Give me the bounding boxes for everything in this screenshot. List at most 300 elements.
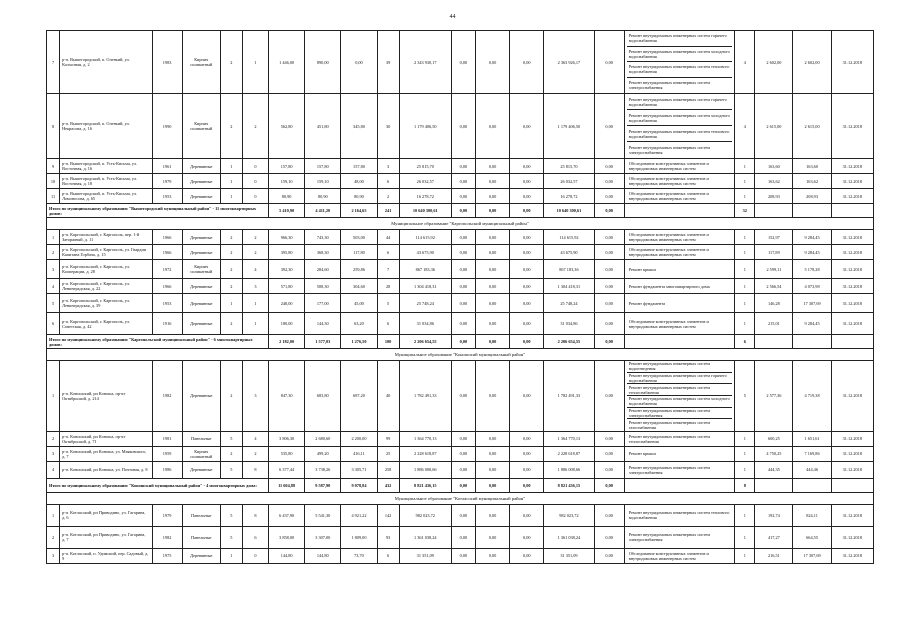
work-item: Обследование конструктивных элементов и внутридомовых инженерных систем [628,191,709,201]
repair-cost-cell: 26 032,57 [399,174,451,189]
max-unit-cost-cell: 444,46 [793,461,831,478]
year-cell: 1986 [152,461,182,478]
section-title: Муниципальное образование "Каргопольский муниципальный район" [47,218,874,230]
residents-cell: 5 [377,294,399,313]
owned-area-cell: 48,00 [341,174,377,189]
repair-cost-cell: 867 183,36 [399,260,451,279]
fund-cell: 0,00 [451,294,475,313]
work-item: Ремонт крыши [628,451,656,457]
row-number-cell: 10 [47,174,60,189]
max-unit-cost-cell: 208,93 [793,189,831,204]
wall-material-cell: Деревянные [182,230,220,245]
address-cell: р-п. Коношский, рп Коноша, ул. Маяковского, д. 7 [60,446,152,461]
work-item: Ремонт внутридомовых инженерных систем электроснабжения [628,532,710,543]
local-budget-cell: 0,00 [510,94,544,159]
floors-cell: 1 [220,294,242,313]
residents-cell: 44 [377,230,399,245]
total-p-cell: 100 [377,335,399,349]
repair-cost-cell: 31 034,86 [399,313,451,335]
entrances-cell: 2 [242,94,268,159]
owned-area-cell: 687,20 [341,361,377,432]
table-row [47,294,874,313]
regional-budget-cell: 0,00 [476,279,510,294]
total-f5-cell: 0,00 [594,335,624,349]
address-cell: р-п. Коношский, рп Коноша, пр-кт Октябрьский, д. 71 [60,431,152,446]
max-unit-cost-cell: 163,60 [793,159,831,174]
max-unit-cost-cell: 4 073,98 [793,279,831,294]
residents-cell: 6 [377,548,399,563]
unit-cost-cell: 163,62 [755,174,793,189]
work-item: Ремонт внутридомовых инженерных систем теплового водоснабжения [628,510,730,521]
owned-area-cell: 1 809,00 [341,526,377,548]
local-budget-cell: 0,00 [510,294,544,313]
total-f3-cell: 0,00 [510,478,544,492]
work-item: Ремонт внутридомовых инженерных систем электроснабжения [628,80,710,91]
completion-date-cell: 31.12.2018 [831,31,873,94]
fund-cell: 0,00 [451,431,475,446]
living-area-cell: 3 738,26 [305,461,341,478]
other-funds-cell: 0,00 [594,94,624,159]
row-number-cell: 1 [47,361,60,432]
owners-funds-cell: 982 023,72 [544,504,594,526]
max-unit-cost-cell: 163,62 [793,174,831,189]
completion-date-cell: 31.12.2018 [831,279,873,294]
max-unit-cost-cell: 5 178,28 [793,260,831,279]
other-funds-cell: 0,00 [594,245,624,260]
total-row [47,204,874,218]
works-cell [624,548,735,563]
completion-date-cell: 31.12.2018 [831,461,873,478]
fund-cell: 0,00 [451,313,475,335]
other-funds-cell: 0,00 [594,260,624,279]
year-cell: 1979 [152,174,182,189]
work-item: Обследование конструктивных элементов и внутридомовых инженерных систем [628,247,709,257]
entrances-cell: 0 [242,159,268,174]
owners-funds-cell: 25 748,24 [544,294,594,313]
works-cell [624,361,735,432]
floors-cell: 5 [220,526,242,548]
total-a-cell: 11 604,88 [269,478,305,492]
works-cell [624,431,735,446]
regional-budget-cell: 0,00 [476,461,510,478]
living-area-cell: 508,30 [305,279,341,294]
units-cell: 1 [735,294,755,313]
other-funds-cell: 0,00 [594,361,624,432]
entrances-cell: 2 [242,230,268,245]
completion-date-cell: 31.12.2018 [831,94,873,159]
repair-cost-cell: 1 361 038,24 [399,526,451,548]
max-unit-cost-cell: 17 307,69 [793,548,831,563]
year-cell: 1966 [152,230,182,245]
regional-budget-cell: 0,00 [476,548,510,563]
table-row [47,260,874,279]
units-cell: 1 [735,548,755,563]
local-budget-cell: 0,00 [510,260,544,279]
local-budget-cell: 0,00 [510,189,544,204]
wall-material-cell: Деревянные [182,461,220,478]
address-cell: р-п. Коношский, рп Коноша, ул. Почтовая, д. 8 [60,461,152,478]
entrances-cell: 0 [242,548,268,563]
other-funds-cell: 0,00 [594,461,624,478]
address-cell: р-п. Вышегородский, п. Оленьий, ул. Некрасова, д. 16 [60,94,152,159]
work-item: Ремонт внутридомовых инженерных систем теплового водоснабжения [627,62,733,78]
entrances-cell: 3 [242,361,268,432]
total-label: Итого по муниципальному образованию "Вышегородский муниципальный район" - 11 многоквартирных домов: [47,204,269,218]
units-cell: 5 [735,361,755,432]
units-cell: 1 [735,159,755,174]
owned-area-cell: 45,00 [341,294,377,313]
owned-area-cell: 63,20 [341,313,377,335]
work-item: Ремонт внутридомовых инженерных систем горячего водоснабжения [627,373,733,385]
work-item: Ремонт внутридомовых инженерных систем горячего водоснабжения [627,31,733,47]
works-cell [624,260,735,279]
other-funds-cell: 0,00 [594,294,624,313]
work-item: Обследование конструктивных элементов и внутридомовых инженерных систем [628,176,709,186]
living-area-cell: 3 307,00 [305,526,341,548]
units-cell: 1 [735,504,755,526]
total-area-cell: 562,80 [269,94,305,159]
floors-cell: 1 [220,174,242,189]
local-budget-cell: 0,00 [510,526,544,548]
owners-funds-cell: 2 228 618,87 [544,446,594,461]
regional-budget-cell: 0,00 [476,230,510,245]
entrances-cell: 6 [242,526,268,548]
total-empty-cell [755,478,793,492]
max-unit-cost-cell: 1 651,61 [793,431,831,446]
row-number-cell: 3 [47,260,60,279]
work-item: Ремонт внутридомовых инженерных систем холодного водоснабжения [627,47,733,63]
total-area-cell: 1 446,00 [269,31,305,94]
table-row [47,31,874,94]
work-item: Ремонт крыши [628,266,656,272]
repair-cost-cell: 982 023,72 [399,504,451,526]
units-cell: 1 [735,461,755,478]
living-area-cell: 144,30 [305,313,341,335]
owned-area-cell: 3 305,71 [341,461,377,478]
year-cell: 1966 [152,245,182,260]
total-label: Итого по муниципальному образованию "Коношский муниципальный район" - 4 многоквартирных дома: [47,478,269,492]
regional-budget-cell: 0,00 [476,94,510,159]
total-sum-cell: 10 640 300,61 [399,204,451,218]
owned-area-cell: 259,86 [341,260,377,279]
wall-material-cell: Деревянные [182,245,220,260]
address-cell: р-п. Котласский, п. Удимский, пер. Садовый, д. 9 [60,548,152,563]
address-cell: р-п. Каргопольский, г. Каргополь, ул. Гвардии Капитана Горбача, д. 15 [60,245,152,260]
repair-cost-cell: 1 304 418,31 [399,279,451,294]
unit-cost-cell: 2 615,00 [755,94,793,159]
fund-cell: 0,00 [451,174,475,189]
total-empty-cell [755,204,793,218]
owners-funds-cell: 1 361 038,24 [544,526,594,548]
total-p-cell: 432 [377,478,399,492]
other-funds-cell: 0,00 [594,504,624,526]
units-cell: 1 [735,260,755,279]
table-row [47,174,874,189]
local-budget-cell: 0,00 [510,461,544,478]
total-area-cell: 535,80 [269,446,305,461]
year-cell: 1982 [152,361,182,432]
floors-cell: 5 [220,431,242,446]
repair-cost-cell: 1 364 770,13 [399,431,451,446]
total-area-cell: 6 437,90 [269,504,305,526]
completion-date-cell: 31.12.2018 [831,230,873,245]
total-b-cell: 1 577,03 [305,335,341,349]
works-cell [624,504,735,526]
wall-material-cell: Деревянные [182,189,220,204]
repair-cost-cell: 25 815,70 [399,159,451,174]
work-item: Ремонт внутридомовых инженерных систем холодного водоснабжения [627,110,733,126]
total-f5-cell: 0,00 [594,478,624,492]
fund-cell: 0,00 [451,245,475,260]
fund-cell: 0,00 [451,260,475,279]
local-budget-cell: 0,00 [510,431,544,446]
residents-cell: 93 [377,526,399,548]
other-funds-cell: 0,00 [594,31,624,94]
fund-cell: 0,00 [451,461,475,478]
table-row [47,361,874,432]
table-row [47,94,874,159]
owners-funds-cell: 31 034,86 [544,313,594,335]
total-empty-cell [831,335,873,349]
year-cell: 1983 [152,31,182,94]
local-budget-cell: 0,00 [510,279,544,294]
row-number-cell: 9 [47,159,60,174]
works-cell [624,230,735,245]
wall-material-cell: Панельные [182,431,220,446]
row-number-cell: 3 [47,548,60,563]
other-funds-cell: 0,00 [594,230,624,245]
owners-funds-cell: 1 364 770,13 [544,431,594,446]
work-item: Обследование конструктивных элементов и внутридомовых инженерных систем [628,232,709,242]
floors-cell: 5 [220,461,242,478]
row-number-cell: 5 [47,294,60,313]
living-area-cell: 2 680,60 [305,431,341,446]
completion-date-cell: 31.12.2018 [831,431,873,446]
table-row [47,461,874,478]
max-unit-cost-cell: 824,11 [793,504,831,526]
units-cell: 4 [735,94,755,159]
address-cell: р-п. Вышегородский, п. Оленьий, ул. Колхозная, д. 2 [60,31,152,94]
local-budget-cell: 0,00 [510,245,544,260]
total-sum-cell: 2 206 654,55 [399,335,451,349]
works-cell [624,94,735,159]
owners-funds-cell: 16 278,72 [544,189,594,204]
owned-area-cell: 117,80 [341,245,377,260]
max-unit-cost-cell: 664,55 [793,526,831,548]
repair-cost-cell: 1 782 491,33 [399,361,451,432]
row-number-cell: 3 [47,446,60,461]
completion-date-cell: 31.12.2018 [831,260,873,279]
work-item: Ремонт внутридомовых инженерных систем водоотведения [627,361,733,373]
works-cell [624,31,735,94]
floors-cell: 2 [220,361,242,432]
year-cell: 1981 [152,431,182,446]
total-f3-cell: 0,00 [510,204,544,218]
year-cell: 1990 [152,94,182,159]
total-empty-cell [793,478,831,492]
wall-material-cell: Деревянные [182,159,220,174]
total-p-cell: 241 [377,204,399,218]
entrances-cell: 8 [242,461,268,478]
total-f4-cell: 10 640 300,61 [544,204,594,218]
total-b-cell: 9 587,90 [305,478,341,492]
year-cell: 1966 [152,279,182,294]
fund-cell: 0,00 [451,189,475,204]
unit-cost-cell: 163,60 [755,159,793,174]
work-item: Ремонт внутридомовых инженерных систем теплоснабжения [628,433,710,444]
year-cell: 1916 [152,313,182,335]
unit-cost-cell: 2 577,36 [755,361,793,432]
section-title: Муниципальное образование "Котласский муниципальный район" [47,492,874,504]
living-area-cell: 159,10 [305,174,341,189]
total-c-cell: 9 078,84 [341,478,377,492]
year-cell: 1982 [152,526,182,548]
living-area-cell: 890,00 [305,31,341,94]
living-area-cell: 743,30 [305,230,341,245]
row-number-cell: 11 [47,189,60,204]
unit-cost-cell: 117,89 [755,245,793,260]
unit-cost-cell: 2 599,11 [755,260,793,279]
row-number-cell: 2 [47,245,60,260]
work-item: Ремонт внутридомовых инженерных систем теплоснабжения [627,384,733,396]
total-area-cell: 159,10 [269,174,305,189]
total-area-cell: 395,80 [269,245,305,260]
total-empty-cell [793,204,831,218]
residents-cell: 39 [377,31,399,94]
owners-funds-cell: 1 304 418,31 [544,279,594,294]
total-f2-cell: 0,00 [476,335,510,349]
entrances-cell: 3 [242,279,268,294]
works-cell [624,189,735,204]
total-f1-cell: 0,00 [451,478,475,492]
owned-area-cell: 2 200,00 [341,431,377,446]
owned-area-cell: 503,00 [341,230,377,245]
living-area-cell: 368,30 [305,245,341,260]
wall-material-cell: Панельные [182,504,220,526]
total-f4-cell: 2 206 654,55 [544,335,594,349]
wall-material-cell: Панельные [182,526,220,548]
capital-repair-register-table [46,30,874,564]
section-header-row [47,218,874,230]
total-units-cell: 6 [735,335,755,349]
unit-cost-cell: 2 602,00 [755,31,793,94]
completion-date-cell: 31.12.2018 [831,361,873,432]
max-unit-cost-cell: 7 169,86 [793,446,831,461]
units-cell: 1 [735,189,755,204]
total-row [47,478,874,492]
floors-cell: 1 [220,159,242,174]
section-header-row [47,492,874,504]
total-label: Итого по муниципальному образованию "Каргопольский муниципальный район" - 6 многоквартирных домов: [47,335,269,349]
local-budget-cell: 0,00 [510,446,544,461]
owned-area-cell: 0,00 [341,31,377,94]
completion-date-cell: 31.12.2018 [831,294,873,313]
owners-funds-cell: 31 351,09 [544,548,594,563]
address-cell: р-п. Каргопольский, г. Каргополь, ул. Кооперации, д. 28 [60,260,152,279]
works-cell [624,313,735,335]
unit-cost-cell: 600,25 [755,431,793,446]
living-area-cell: 284,60 [305,260,341,279]
fund-cell: 0,00 [451,159,475,174]
regional-budget-cell: 0,00 [476,504,510,526]
units-cell: 1 [735,446,755,461]
other-funds-cell: 0,00 [594,174,624,189]
total-area-cell: 571,80 [269,279,305,294]
unit-cost-cell: 4 750,25 [755,446,793,461]
fund-cell: 0,00 [451,504,475,526]
owned-area-cell: 80,90 [341,189,377,204]
other-funds-cell: 0,00 [594,431,624,446]
regional-budget-cell: 0,00 [476,361,510,432]
work-item: Обследование конструктивных элементов и внутридомовых инженерных систем [628,550,709,561]
wall-material-cell: Деревянные [182,361,220,432]
local-budget-cell: 0,00 [510,31,544,94]
entrances-cell: 2 [242,446,268,461]
owners-funds-cell: 2 363 926,17 [544,31,594,94]
living-area-cell: 499,20 [305,446,341,461]
unit-cost-cell: 216,51 [755,548,793,563]
residents-cell: 25 [377,446,399,461]
floors-cell: 2 [220,94,242,159]
row-number-cell: 8 [47,94,60,159]
max-unit-cost-cell: 9 284,45 [793,313,831,335]
completion-date-cell: 31.12.2018 [831,174,873,189]
floors-cell: 2 [220,230,242,245]
completion-date-cell: 31.12.2018 [831,189,873,204]
table-row [47,313,874,335]
total-works-cell [624,204,735,218]
entrances-cell: 0 [242,189,268,204]
repair-cost-cell: 43 675,90 [399,245,451,260]
entrances-cell: 4 [242,431,268,446]
repair-cost-cell: 2 228 618,87 [399,446,451,461]
regional-budget-cell: 0,00 [476,294,510,313]
unit-cost-cell: 146,28 [755,294,793,313]
repair-cost-cell: 16 278,72 [399,189,451,204]
owners-funds-cell: 26 032,57 [544,174,594,189]
year-cell: 1961 [152,159,182,174]
local-budget-cell: 0,00 [510,504,544,526]
entrances-cell: 4 [242,260,268,279]
completion-date-cell: 31.12.2018 [831,245,873,260]
work-item: Ремонт фундамента [628,300,666,306]
unit-cost-cell: 215,01 [755,313,793,335]
year-cell: 1959 [152,446,182,461]
floors-cell: 2 [220,260,242,279]
row-number-cell: 1 [47,230,60,245]
local-budget-cell: 0,00 [510,313,544,335]
entrances-cell: 1 [242,31,268,94]
other-funds-cell: 0,00 [594,313,624,335]
total-empty-cell [831,478,873,492]
page-number: 44 [449,14,456,20]
row-number-cell: 7 [47,31,60,94]
total-f3-cell: 0,00 [510,335,544,349]
address-cell: р-п. Вышегородский, п. Усть-Кисьма, ул. Восточная, д. 16 [60,159,152,174]
owned-area-cell: 345,80 [341,94,377,159]
wall-material-cell: Деревянные [182,279,220,294]
repair-cost-cell: 2 343 930,17 [399,31,451,94]
floors-cell: 2 [220,31,242,94]
total-empty-cell [755,335,793,349]
work-item: Обследование конструктивных элементов и внутридомовых инженерных систем [628,318,709,329]
wall-material-cell: Кирпич силикатный [182,94,220,159]
works-cell [624,174,735,189]
work-item: Ремонт внутридомовых инженерных систем газоснабжения [628,420,710,431]
entrances-cell: 1 [242,313,268,335]
row-number-cell: 4 [47,461,60,478]
works-cell [624,294,735,313]
